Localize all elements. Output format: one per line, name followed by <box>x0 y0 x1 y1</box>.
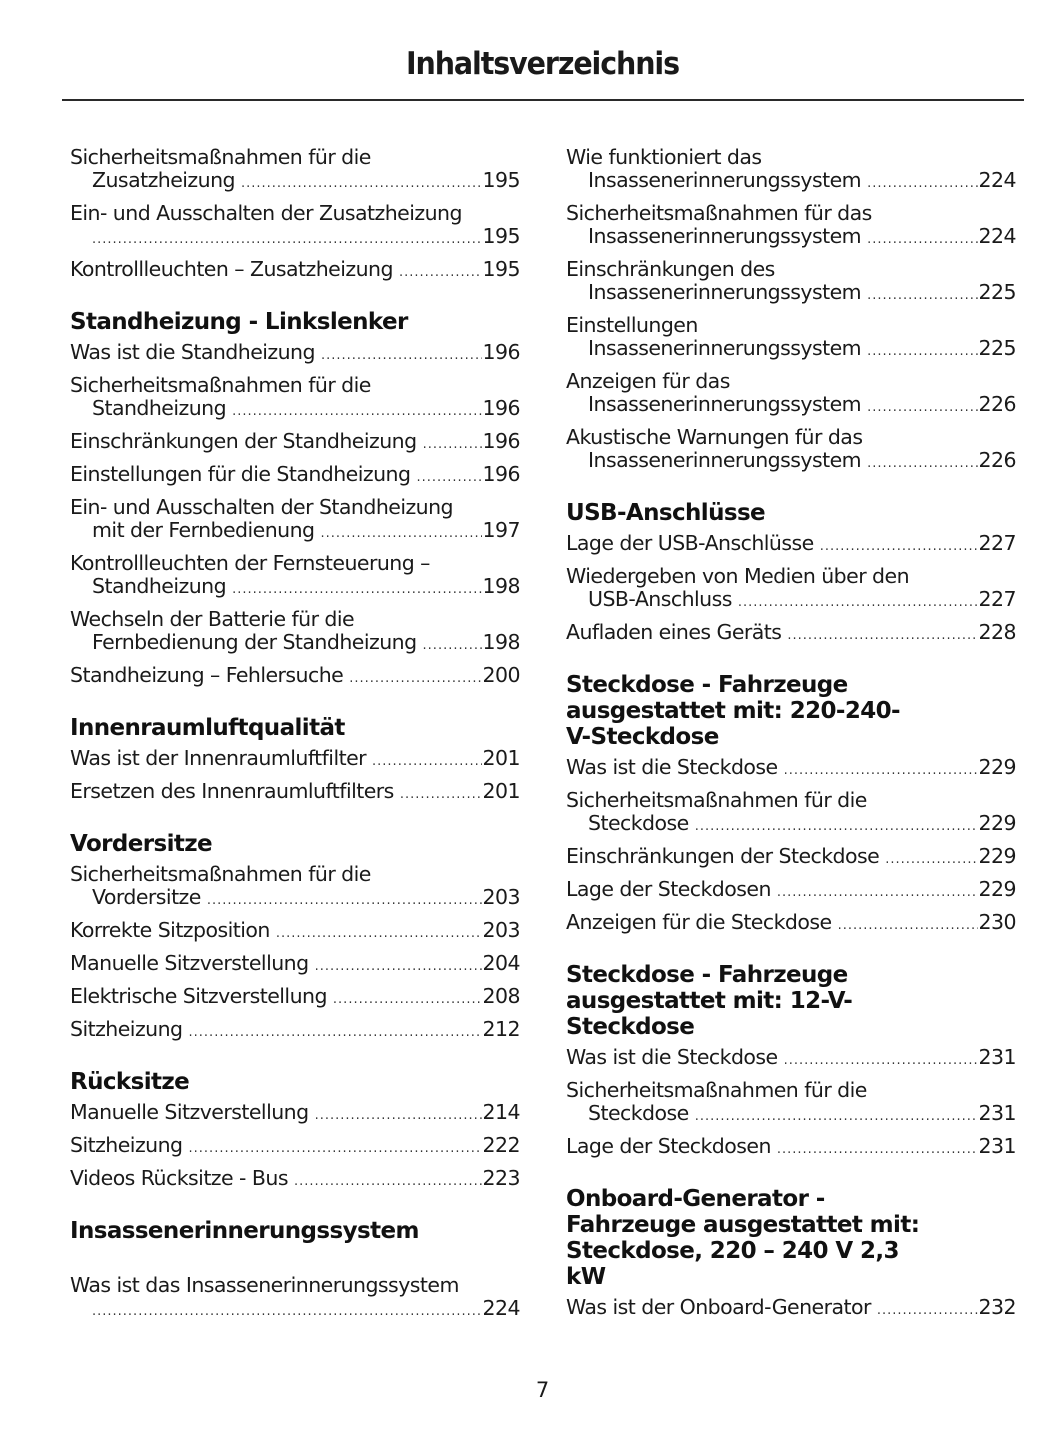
page-ref: 195 <box>482 257 520 281</box>
toc-entry[interactable]: Kontrollleuchten – Zusatzheizung ..... 195 <box>70 258 520 284</box>
toc-entry[interactable]: Ein- und Ausschalten der Zusatzheizung ..... 195 <box>70 202 520 251</box>
dot-leader <box>276 922 482 945</box>
dot-leader <box>867 228 977 251</box>
toc-entry[interactable]: Was ist die Standheizung ..... 196 <box>70 341 520 367</box>
dot-leader <box>321 344 482 367</box>
dot-leader <box>777 1138 978 1161</box>
dot-leader <box>784 759 978 782</box>
toc-entry[interactable]: Was ist die Steckdose ..... 229 <box>566 756 1016 782</box>
toc-entry[interactable]: Einschränkungen des Insassenerinnerungssystem ..... 225 <box>566 258 1016 307</box>
toc-entry[interactable]: Kontrollleuchten der Fernsteuerung – Standheizung ..... 198 <box>70 552 520 601</box>
page-ref: 195 <box>482 224 520 248</box>
section-heading[interactable]: Rücksitze <box>70 1069 190 1095</box>
toc-entry[interactable]: Wechseln der Batterie für die Fernbedienung der Standheizung ..... 198 <box>70 608 520 657</box>
page-ref: 225 <box>978 336 1016 360</box>
toc-section-steckdose-220-240v <box>566 672 1016 937</box>
dot-leader <box>867 284 977 307</box>
page-ref: 196 <box>482 340 520 364</box>
toc-entry[interactable]: Einschränkungen der Standheizung ..... 196 <box>70 430 520 456</box>
toc-entry[interactable]: Einstellungen Insassenerinnerungssystem ..... 225 <box>566 314 1016 363</box>
dot-leader <box>294 1170 482 1193</box>
dot-leader <box>885 848 977 871</box>
page-ref: 214 <box>482 1100 520 1124</box>
section-heading[interactable]: Onboard-Generator - Fahrzeuge ausgestattet mit: Steckdose, 220 – 240 V 2,3 kW <box>566 1186 920 1290</box>
page-ref: 231 <box>978 1045 1016 1069</box>
dot-leader <box>400 783 482 806</box>
toc-entry[interactable]: Wiedergeben von Medien über den USB-Anschluss ..... 227 <box>566 565 1016 614</box>
page-title: Inhaltsverzeichnis <box>406 46 679 82</box>
toc-entry[interactable]: Elektrische Sitzverstellung ..... 208 <box>70 985 520 1011</box>
toc-section-standheizung <box>70 309 520 690</box>
page-ref: 232 <box>978 1295 1016 1319</box>
dot-leader <box>321 522 482 545</box>
section-heading[interactable]: Innenraumluftqualität <box>70 715 345 741</box>
dot-leader <box>838 914 978 937</box>
section-heading[interactable]: Standheizung - Linkslenker <box>70 309 408 335</box>
page-ref: 224 <box>978 168 1016 192</box>
page-ref: 208 <box>482 984 520 1008</box>
section-heading[interactable]: Steckdose - Fahrzeuge ausgestattet mit: 220-240- V-Steckdose <box>566 672 901 750</box>
page-ref: 198 <box>482 574 520 598</box>
page-ref: 196 <box>482 396 520 420</box>
page-ref: 229 <box>978 811 1016 835</box>
dot-leader <box>777 881 978 904</box>
page-ref: 229 <box>978 877 1016 901</box>
page-ref: 203 <box>482 885 520 909</box>
page-ref: 201 <box>482 779 520 803</box>
page-number: 7 <box>535 1378 550 1402</box>
dot-leader <box>423 433 482 456</box>
dot-leader <box>189 1021 482 1044</box>
toc-entry[interactable]: Sicherheitsmaßnahmen für die Zusatzheizung ..... 195 <box>70 146 520 195</box>
toc-entry[interactable]: Akustische Warnungen für das Insassenerinnerungssystem ..... 226 <box>566 426 1016 475</box>
section-heading[interactable]: USB-Anschlüsse <box>566 500 766 526</box>
dot-leader <box>315 1104 482 1127</box>
toc-right-column <box>566 146 1016 1329</box>
dot-leader <box>695 1105 978 1128</box>
toc-entry[interactable]: Sitzheizung ..... 212 <box>70 1018 520 1044</box>
page-ref: 231 <box>978 1101 1016 1125</box>
toc-entry[interactable]: Videos Rücksitze - Bus ..... 223 <box>70 1167 520 1193</box>
page-ref: 196 <box>482 429 520 453</box>
page-ref: 226 <box>978 448 1016 472</box>
toc-entry[interactable]: Ein- und Ausschalten der Standheizung mit der Fernbedienung ..... 197 <box>70 496 520 545</box>
page-ref: 224 <box>482 1296 520 1320</box>
toc-section-steckdose-12v <box>566 962 1016 1161</box>
dot-leader <box>92 1300 482 1323</box>
page-ref: 229 <box>978 844 1016 868</box>
dot-leader <box>867 172 977 195</box>
page-ref: 223 <box>482 1166 520 1190</box>
toc-entry[interactable]: Wie funktioniert das Insassenerinnerungssystem ..... 224 <box>566 146 1016 195</box>
toc-entry[interactable]: Standheizung – Fehlersuche ..... 200 <box>70 664 520 690</box>
toc-entry[interactable]: Anzeigen für die Steckdose ..... 230 <box>566 911 1016 937</box>
dot-leader <box>867 452 977 475</box>
page-ref: 196 <box>482 462 520 486</box>
toc-entry[interactable]: Lage der USB-Anschlüsse ..... 227 <box>566 532 1016 558</box>
dot-leader <box>372 750 481 773</box>
toc-entry[interactable]: Aufladen eines Geräts ..... 228 <box>566 621 1016 647</box>
toc-section-insassenerinnerungssystem <box>70 1218 520 1323</box>
dot-leader <box>315 955 482 978</box>
section-heading[interactable]: Steckdose - Fahrzeuge ausgestattet mit: 12-V- Steckdose <box>566 962 853 1040</box>
page-ref: 203 <box>482 918 520 942</box>
page-ref: 198 <box>482 630 520 654</box>
dot-leader <box>232 578 481 601</box>
dot-leader <box>207 889 482 912</box>
page-ref: 201 <box>482 746 520 770</box>
dot-leader <box>784 1049 978 1072</box>
dot-leader <box>399 261 482 284</box>
toc-entry[interactable]: Korrekte Sitzposition ..... 203 <box>70 919 520 945</box>
page-ref: 204 <box>482 951 520 975</box>
toc-entry[interactable]: Was ist die Steckdose ..... 231 <box>566 1046 1016 1072</box>
toc-left-column <box>70 146 520 1330</box>
page-ref: 197 <box>482 518 520 542</box>
toc-entry[interactable]: Was ist das Insassenerinnerungssystem ..... 224 <box>70 1274 520 1323</box>
toc-entry[interactable]: Manuelle Sitzverstellung ..... 214 <box>70 1101 520 1127</box>
dot-leader <box>423 634 482 657</box>
dot-leader <box>787 624 977 647</box>
toc-entry[interactable]: Lage der Steckdosen ..... 231 <box>566 1135 1016 1161</box>
page-ref: 222 <box>482 1133 520 1157</box>
dot-leader <box>349 667 481 690</box>
page-ref: 230 <box>978 910 1016 934</box>
dot-leader <box>92 228 482 251</box>
toc-section-ruecksitze <box>70 1069 520 1193</box>
toc-entry[interactable]: Sicherheitsmaßnahmen für die Standheizung ..... 196 <box>70 374 520 423</box>
dot-leader <box>867 340 977 363</box>
toc-entry[interactable]: Anzeigen für das Insassenerinnerungssystem ..... 226 <box>566 370 1016 419</box>
page-ref: 226 <box>978 392 1016 416</box>
toc-section-vordersitze <box>70 831 520 1044</box>
dot-leader <box>867 396 977 419</box>
dot-leader <box>189 1137 482 1160</box>
toc-entry[interactable]: Manuelle Sitzverstellung ..... 204 <box>70 952 520 978</box>
toc-entry[interactable]: Ersetzen des Innenraumluftfilters ..... 201 <box>70 780 520 806</box>
toc-section-usb-anschluesse <box>566 500 1016 647</box>
page-ref: 227 <box>978 531 1016 555</box>
page-ref: 212 <box>482 1017 520 1041</box>
toc-section-onboard-generator <box>566 1186 1016 1322</box>
page-ref: 225 <box>978 280 1016 304</box>
dot-leader <box>738 591 978 614</box>
page-ref: 227 <box>978 587 1016 611</box>
toc-entry[interactable]: Sicherheitsmaßnahmen für die Vordersitze ..... 203 <box>70 863 520 912</box>
page-ref: 231 <box>978 1134 1016 1158</box>
dot-leader <box>232 400 481 423</box>
page-ref: 195 <box>482 168 520 192</box>
dot-leader <box>877 1299 978 1322</box>
toc-entry[interactable]: Einstellungen für die Standheizung ..... 196 <box>70 463 520 489</box>
dot-leader <box>241 172 482 195</box>
dot-leader <box>695 815 978 838</box>
toc-entry[interactable]: Einschränkungen der Steckdose ..... 229 <box>566 845 1016 871</box>
toc-entry[interactable]: Sitzheizung ..... 222 <box>70 1134 520 1160</box>
toc-entry[interactable]: Was ist der Innenraumluftfilter ..... 201 <box>70 747 520 773</box>
toc-entry[interactable]: Sicherheitsmaßnahmen für die Steckdose ..... 231 <box>566 1079 1016 1128</box>
section-heading[interactable]: Vordersitze <box>70 831 213 857</box>
title-divider <box>62 99 1024 101</box>
dot-leader <box>416 466 481 489</box>
toc-entry[interactable]: Lage der Steckdosen ..... 229 <box>566 878 1016 904</box>
page-ref: 228 <box>978 620 1016 644</box>
dot-leader <box>333 988 482 1011</box>
toc-entry[interactable]: Sicherheitsmaßnahmen für die Steckdose ..... 229 <box>566 789 1016 838</box>
toc-section-innenraumluftqualitaet <box>70 715 520 806</box>
section-heading[interactable]: Insassenerinnerungssystem <box>70 1218 419 1244</box>
page-ref: 200 <box>482 663 520 687</box>
page-ref: 229 <box>978 755 1016 779</box>
dot-leader <box>820 535 978 558</box>
page-ref: 224 <box>978 224 1016 248</box>
toc-entry[interactable]: Was ist der Onboard-Generator ..... 232 <box>566 1296 1016 1322</box>
toc-entry[interactable]: Sicherheitsmaßnahmen für das Insassenerinnerungssystem ..... 224 <box>566 202 1016 251</box>
